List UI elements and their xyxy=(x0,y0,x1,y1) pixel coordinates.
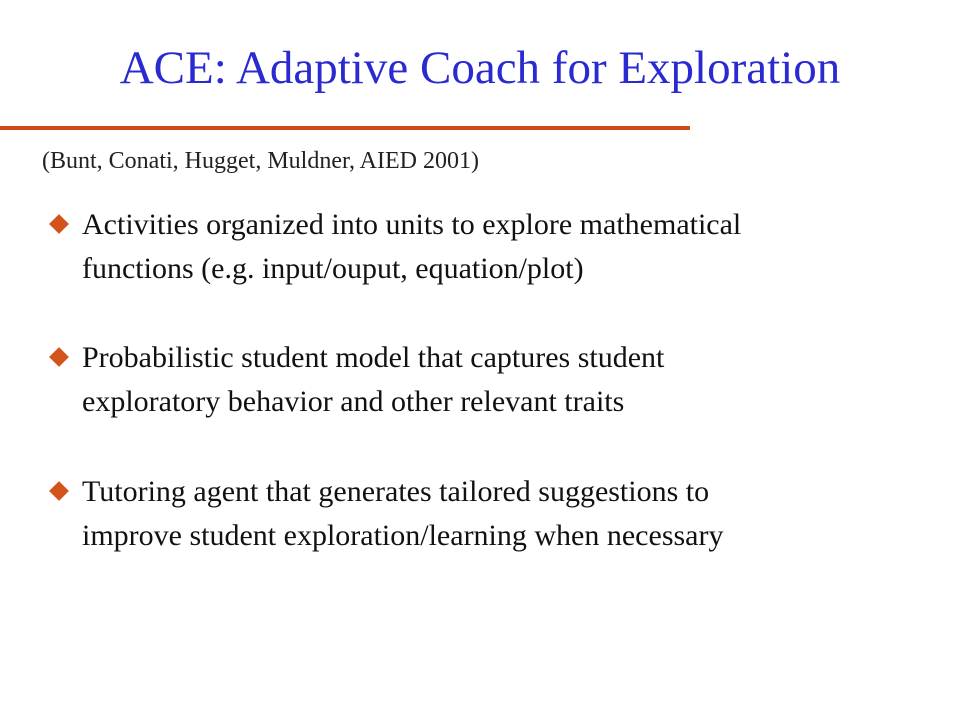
bullet-line: Tutoring agent that generates tailored suggestions to xyxy=(82,475,710,508)
diamond-bullet-icon xyxy=(49,214,69,234)
bullet-line: exploratory behavior and other relevant traits xyxy=(82,385,625,418)
bullet-text xyxy=(82,470,932,558)
diamond-bullet-icon xyxy=(49,481,69,501)
title-underline-rule xyxy=(0,126,690,130)
bullet-line: functions (e.g. input/ouput, equation/plot) xyxy=(82,252,584,285)
bullet-line: Probabilistic student model that captures student xyxy=(82,341,665,374)
bullet-line: improve student exploration/learning when necessary xyxy=(82,519,724,552)
bullet-text xyxy=(82,336,932,424)
bullet-text xyxy=(82,203,932,291)
diamond-bullet-icon xyxy=(49,347,69,367)
bullet-line: Activities organized into units to explore mathematical xyxy=(82,208,742,241)
slide-title: ACE: Adaptive Coach for Exploration xyxy=(119,42,841,94)
citation: (Bunt, Conati, Hugget, Muldner, AIED 2001) xyxy=(42,148,479,174)
